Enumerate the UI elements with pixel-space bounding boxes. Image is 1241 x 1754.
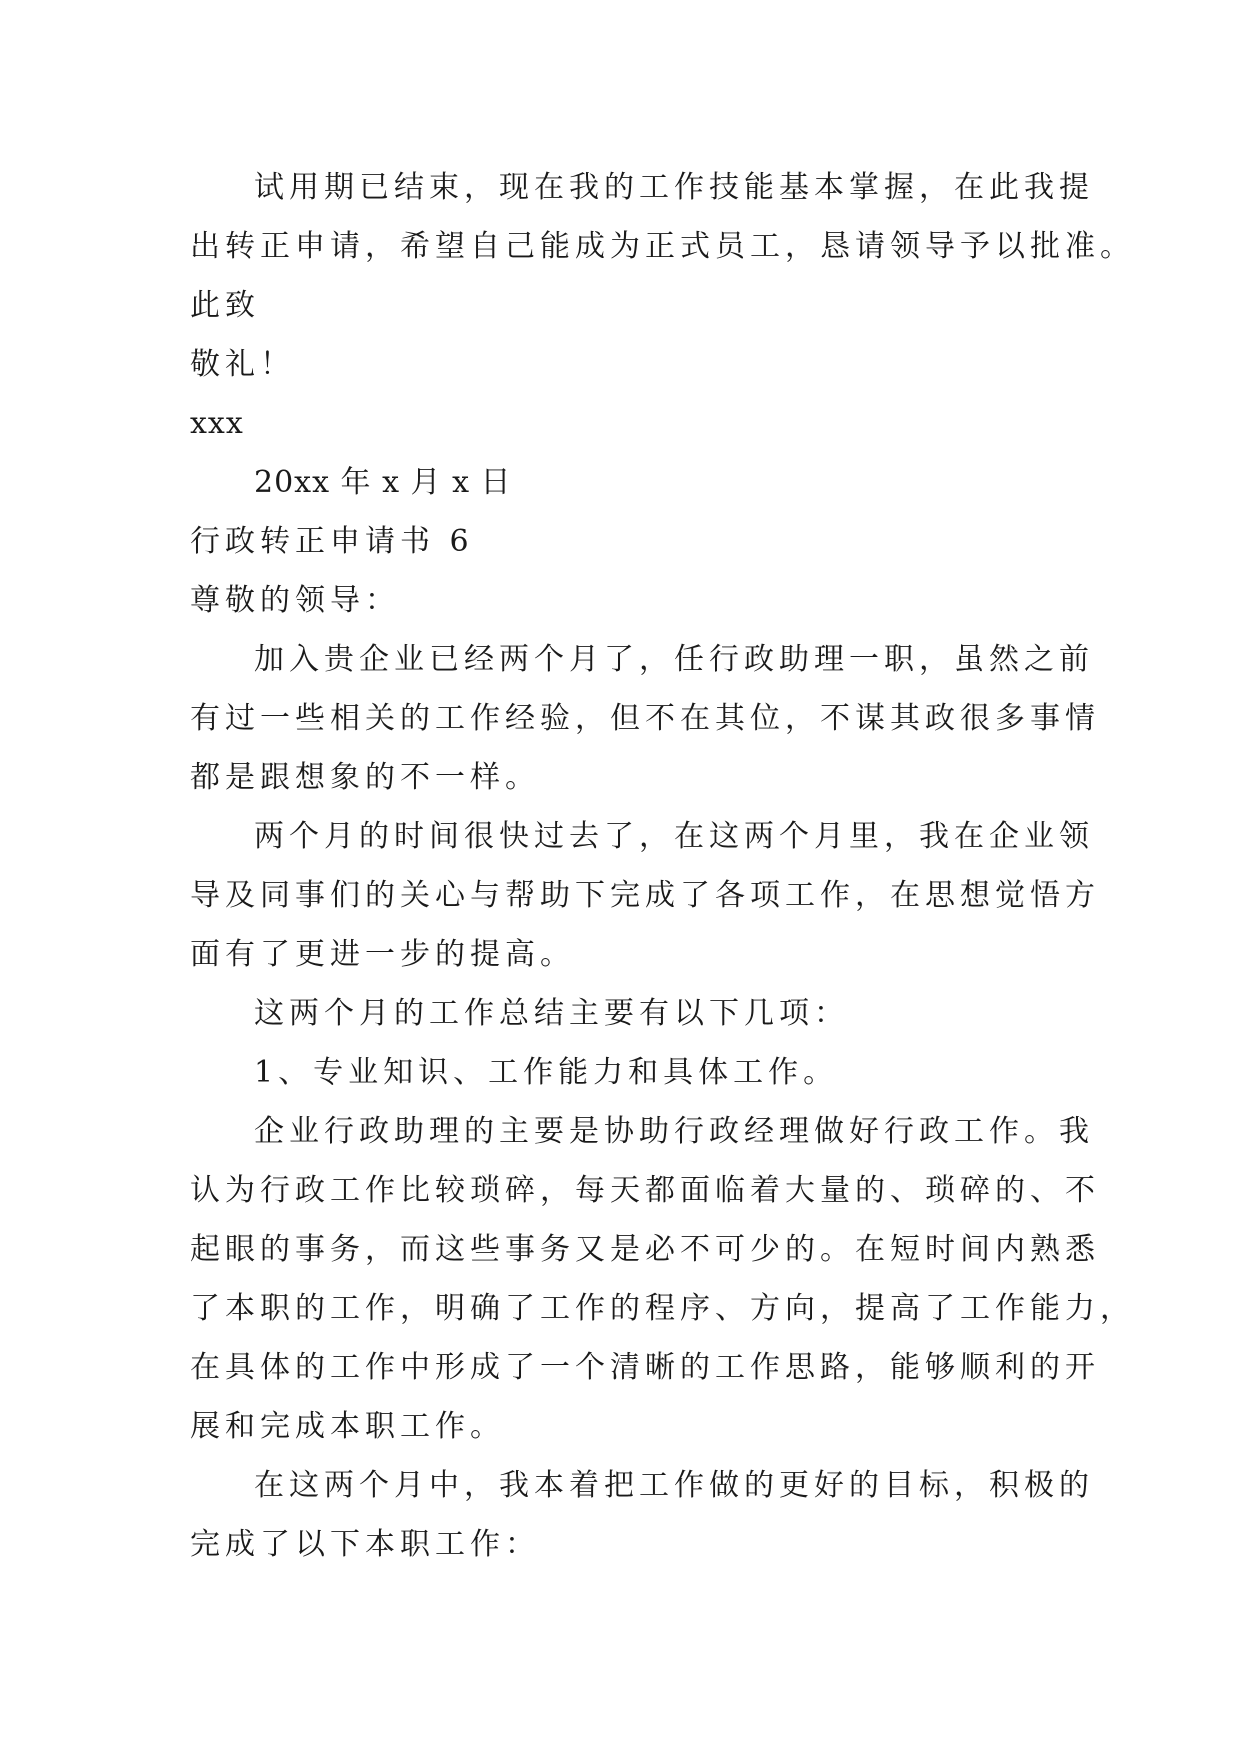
paragraph-line: 两个月的时间很快过去了，在这两个月里，我在企业领 [254, 819, 1094, 854]
signature: xxx [190, 406, 244, 441]
paragraph-line: 企业行政助理的主要是协助行政经理做好行政工作。我 [254, 1114, 1094, 1149]
paragraph-line: 有过一些相关的工作经验，但不在其位，不谋其政很多事情 [190, 701, 1100, 736]
paragraph-line: 这两个月的工作总结主要有以下几项： [254, 996, 849, 1031]
paragraph-line: 出转正申请，希望自己能成为正式员工，恳请领导予以批准。 [190, 229, 1135, 264]
paragraph-3 [190, 984, 1056, 1043]
closing-paragraph [190, 158, 1135, 276]
document-body [190, 158, 1135, 1574]
paragraph-line: 在这两个月中，我本着把工作做的更好的目标，积极的 [254, 1468, 1094, 1503]
paragraph-line: 完成了以下本职工作： [190, 1527, 540, 1562]
paragraph-line: 导及同事们的关心与帮助下完成了各项工作，在思想觉悟方 [190, 878, 1100, 913]
paragraph-1 [190, 630, 1100, 807]
paragraph-2 [190, 807, 1100, 984]
salutation-jing-li: 敬礼！ [190, 347, 295, 382]
paragraph-line: 了本职的工作，明确了工作的程序、方向，提高了工作能力， [190, 1291, 1135, 1326]
paragraph-line: 都是跟想象的不一样。 [190, 760, 540, 795]
paragraph-line: 加入贵企业已经两个月了，任行政助理一职，虽然之前 [254, 642, 1094, 677]
section-title: 行政转正申请书 6 [190, 524, 474, 559]
paragraph-line: 试用期已结束，现在我的工作技能基本掌握，在此我提 [254, 170, 1094, 205]
paragraph-line: 起眼的事务，而这些事务又是必不可少的。在短时间内熟悉 [190, 1232, 1100, 1267]
greeting: 尊敬的领导： [190, 583, 400, 618]
paragraph-line: 在具体的工作中形成了一个清晰的工作思路，能够顺利的开 [190, 1350, 1100, 1385]
paragraph-5 [190, 1102, 1135, 1456]
salutation-ci-zhi: 此致 [190, 288, 260, 323]
paragraph-4 [190, 1043, 1056, 1102]
paragraph-6 [190, 1456, 1094, 1574]
paragraph-line: 面有了更进一步的提高。 [190, 937, 575, 972]
paragraph-line: 1、专业知识、工作能力和具体工作。 [254, 1055, 839, 1090]
paragraph-line: 展和完成本职工作。 [190, 1409, 505, 1444]
date-line: 20xx 年 x 月 x 日 [254, 465, 512, 500]
paragraph-line: 认为行政工作比较琐碎，每天都面临着大量的、琐碎的、不 [190, 1173, 1100, 1208]
